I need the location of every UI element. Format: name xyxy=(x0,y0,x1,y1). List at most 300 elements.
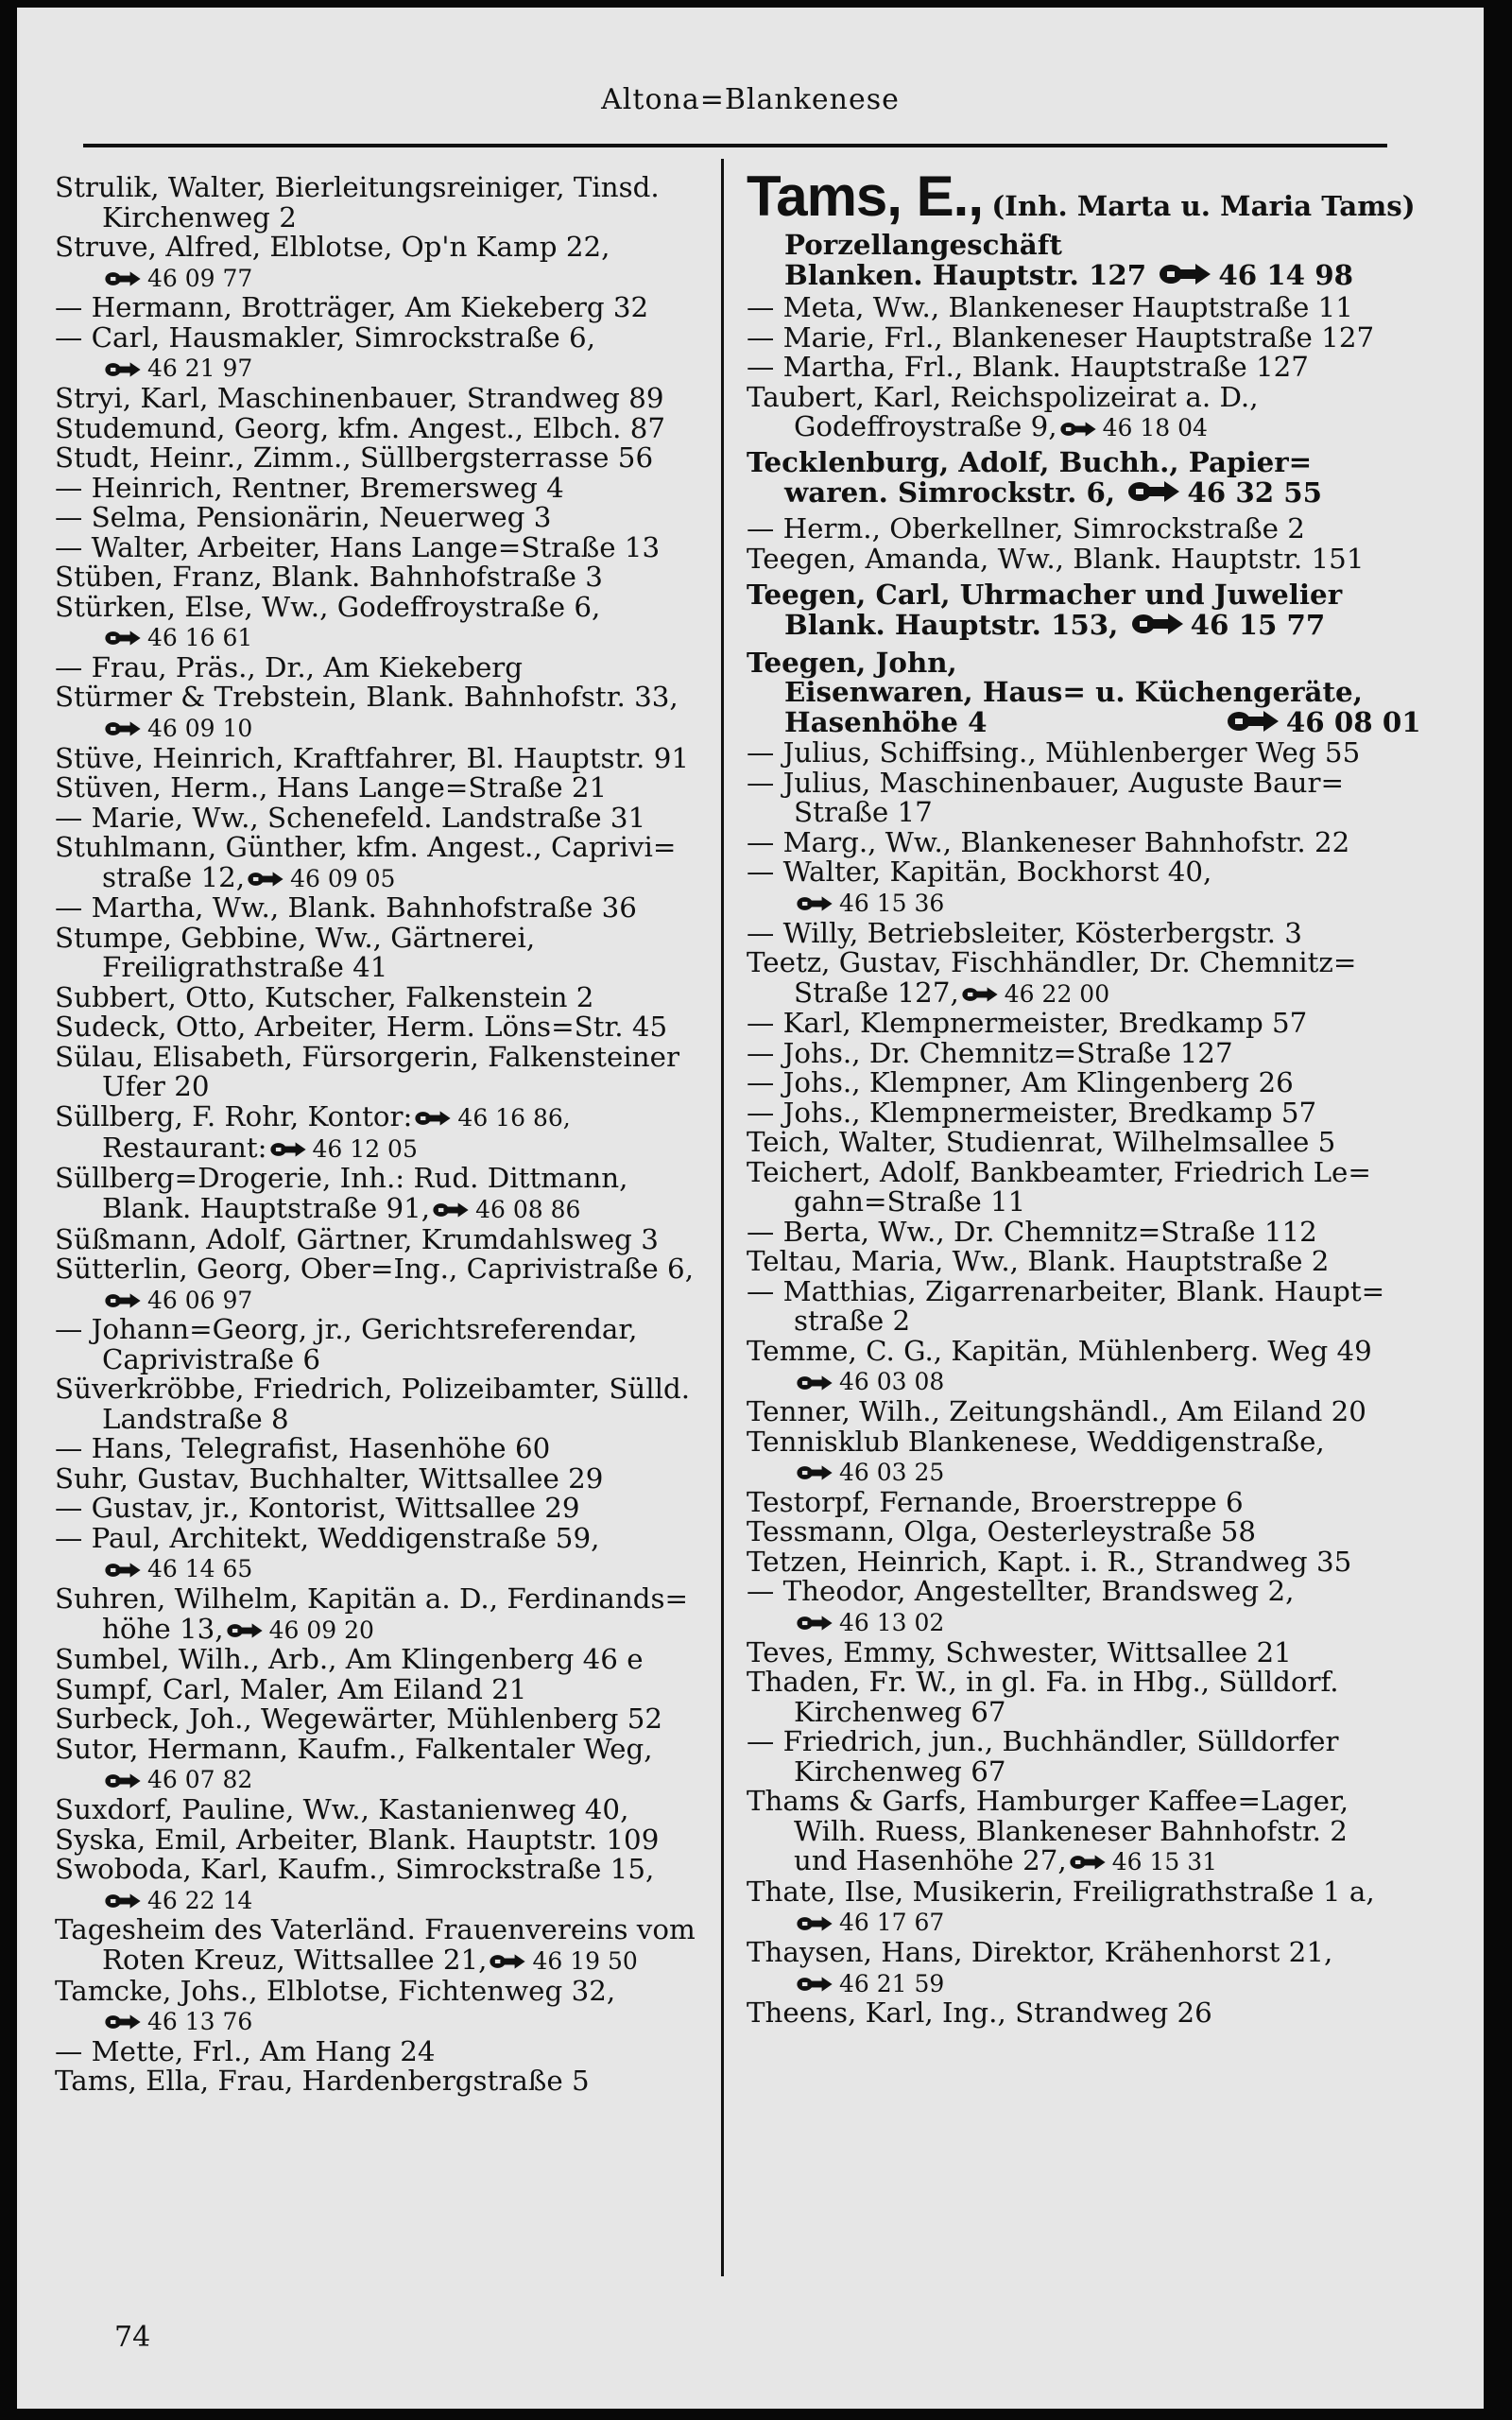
entry-text: höhe 13, xyxy=(102,1612,224,1645)
entry-text: — Julius, Schiffsing., Mühlenberger Weg 55 xyxy=(747,736,1361,769)
entry-text: — Marie, Frl., Blankeneser Hauptstraße 127 xyxy=(747,320,1375,354)
entry-name-line xyxy=(747,766,1446,799)
tams-owner: (Inh. Marta u. Maria Tams) xyxy=(991,189,1416,222)
directory-entry xyxy=(55,1521,716,1584)
entry-text: Freiligrathstraße 41 xyxy=(102,951,388,984)
phone-number: 46 17 67 xyxy=(839,1909,945,1937)
entry-text: Tetzen, Heinrich, Kapt. i. R., Strandweg 35 xyxy=(747,1545,1352,1578)
phone-number: 46 15 31 xyxy=(1111,1848,1218,1876)
entry-text: Studemund, Georg, kfm. Angest., Elbch. 87 xyxy=(55,411,666,444)
entry-text: Teichert, Adolf, Bankbeamter, Friedrich Le= xyxy=(747,1155,1371,1188)
entry-text: Thaden, Fr. W., in gl. Fa. in Hbg., Sülldorf. xyxy=(747,1666,1339,1698)
entry-text: — Johs., Klempner, Am Klingenberg 26 xyxy=(747,1066,1294,1099)
entry-text: Tenner, Wilh., Zeitungshändl., Am Eiland 20 xyxy=(747,1395,1366,1427)
telephone-icon xyxy=(104,1766,142,1796)
phone-line xyxy=(747,1366,1446,1397)
entry-name-line xyxy=(55,1732,716,1765)
entry-text: Tagesheim des Vaterländ. Frauenvereins vom xyxy=(55,1913,696,1946)
entry-text: Tessmann, Olga, Oesterleystraße 58 xyxy=(747,1515,1257,1548)
entry-text: Süverkröbbe, Friedrich, Polizeibamter, Sülld. xyxy=(55,1373,691,1406)
entry-text: Stüven, Herm., Hans Lange=Straße 21 xyxy=(55,771,608,804)
directory-entry xyxy=(747,1215,1446,1248)
directory-entry xyxy=(55,1974,716,2037)
directory-entry xyxy=(55,741,716,774)
entry-name-line xyxy=(747,916,1446,949)
directory-entry xyxy=(55,1825,716,1856)
entry-name-line xyxy=(55,893,716,924)
entry-text: — Walter, Kapitän, Bockhorst 40, xyxy=(747,856,1212,889)
directory-entry xyxy=(747,948,1446,1009)
entry-name-line xyxy=(747,1547,1446,1578)
entry-text: Sutor, Hermann, Kaufm., Falkentaler Weg, xyxy=(55,1732,653,1765)
entry-name-line xyxy=(55,1645,716,1675)
directory-entry xyxy=(747,1635,1446,1668)
directory-entry xyxy=(55,562,716,593)
entry-name-line xyxy=(55,562,716,593)
directory-entry xyxy=(55,921,716,984)
entry-text: Theens, Karl, Ing., Strandweg 26 xyxy=(747,1996,1212,2030)
entry-name-line xyxy=(55,1133,716,1165)
entry-name-line xyxy=(747,825,1446,858)
entry-text: Restaurant: xyxy=(102,1131,267,1164)
directory-entry xyxy=(55,1584,716,1645)
entry-name-line xyxy=(55,1434,716,1464)
entry-text: Swoboda, Karl, Kaufm., Simrockstraße 15, xyxy=(55,1853,655,1885)
telephone-icon xyxy=(226,1616,264,1646)
entry-text: Kirchenweg 67 xyxy=(794,1695,1006,1728)
telephone-icon xyxy=(961,979,999,1010)
entry-text: Stumpe, Gebbine, Ww., Gärtnerei, xyxy=(55,921,536,954)
telephone-icon xyxy=(104,623,142,653)
page-header: Altona=Blankenese xyxy=(601,83,900,116)
directory-entry xyxy=(747,1036,1446,1069)
entry-continuation-line xyxy=(747,1695,1446,1728)
entry-text: Suhr, Gustav, Buchhalter, Wittsallee 29 xyxy=(55,1461,604,1495)
telephone-icon xyxy=(104,1286,142,1316)
entry-text: Tamcke, Johs., Elblotse, Fichtenweg 32, xyxy=(55,1974,616,2007)
entry-name-line xyxy=(55,1704,716,1735)
entry-text: Teich, Walter, Studienrat, Wilhelmsallee 5 xyxy=(747,1126,1336,1159)
phone-number: 46 13 76 xyxy=(147,2008,253,2035)
entry-text: Syska, Emil, Arbeiter, Blank. Hauptstr. 109 xyxy=(55,1823,660,1856)
telephone-icon xyxy=(432,1195,470,1225)
entry-name-line xyxy=(55,1461,716,1495)
directory-entry xyxy=(55,1855,716,1915)
entry-text: — Theodor, Angestellter, Brandsweg 2, xyxy=(747,1575,1295,1608)
entry-text: Teltau, Maria, Ww., Blank. Hauptstraße 2 xyxy=(747,1245,1330,1278)
entry-text: — Meta, Ww., Blankeneser Hauptstraße 11 xyxy=(747,291,1353,324)
directory-entry xyxy=(55,1672,716,1705)
phone-number: 46 21 59 xyxy=(839,1969,945,1997)
telephone-icon xyxy=(1069,1847,1107,1877)
entry-text: Testorpf, Fernande, Broerstreppe 6 xyxy=(747,1485,1244,1518)
entry-text: Struve, Alfred, Elblotse, Op'n Kamp 22, xyxy=(55,231,610,263)
entry-text: Thams & Garfs, Hamburger Kaffee=Lager, xyxy=(747,1785,1349,1817)
entry-text: — Herm., Oberkellner, Simrockstraße 2 xyxy=(747,512,1305,545)
teegen-carl-line1: Teegen, Carl, Uhrmacher und Juwelier xyxy=(747,578,1343,612)
entry-name-line xyxy=(747,1787,1446,1817)
directory-entry xyxy=(747,766,1446,829)
phone-number: 46 03 25 xyxy=(839,1459,945,1486)
directory-entry xyxy=(747,738,1446,769)
phone-line xyxy=(55,1764,716,1795)
entry-text: — Johann=Georg, jr., Gerichtsreferendar, xyxy=(55,1313,638,1346)
telephone-icon xyxy=(489,1946,526,1977)
entry-continuation-line xyxy=(747,1754,1446,1788)
directory-entry xyxy=(747,1577,1446,1637)
entry-text: — Julius, Maschinenbauer, Auguste Baur= xyxy=(747,766,1345,799)
entry-text: Stüben, Franz, Blank. Bahnhofstraße 3 xyxy=(55,561,603,593)
phone-line xyxy=(55,622,716,653)
directory-entry xyxy=(55,173,716,233)
entry-name-line xyxy=(747,857,1446,888)
phone-number: 46 16 86, xyxy=(457,1103,571,1132)
entry-text: Straße 127, xyxy=(794,976,959,1009)
directory-entry xyxy=(55,773,716,804)
entry-name-line xyxy=(55,921,716,954)
entry-text: — Mette, Frl., Am Hang 24 xyxy=(55,2034,436,2067)
entry-text: Blank. Hauptstraße 91, xyxy=(102,1191,431,1224)
entry-name-line xyxy=(747,1427,1446,1458)
directory-entry xyxy=(55,683,716,743)
entry-continuation-line xyxy=(747,1306,1446,1337)
entry-name-line xyxy=(747,1247,1446,1277)
directory-entry xyxy=(55,1315,716,1374)
entry-text: — Gustav, jr., Kontorist, Wittsallee 29 xyxy=(55,1492,580,1525)
directory-entry xyxy=(55,1494,716,1524)
telephone-icon xyxy=(796,1458,833,1488)
telephone-icon xyxy=(1126,479,1181,510)
phone-number: 46 22 14 xyxy=(147,1886,253,1914)
entry-name-line xyxy=(55,773,716,804)
teegen-john-phone: 46 08 01 xyxy=(1285,704,1421,738)
phone-number: 46 15 36 xyxy=(839,889,945,917)
tams-name: Tams, E., xyxy=(747,164,983,228)
entry-text: — Hermann, Brotträger, Am Kiekeberg 32 xyxy=(55,291,649,324)
directory-entry xyxy=(55,1915,716,1976)
entry-name-line xyxy=(55,320,716,354)
directory-entry xyxy=(55,471,716,504)
entry-text: Wilh. Ruess, Blankeneser Bahnhofstr. 2 xyxy=(794,1814,1348,1847)
directory-entry xyxy=(747,1397,1446,1427)
entry-text: — Marie, Ww., Schenefeld. Landstraße 31 xyxy=(55,801,646,834)
entry-name-line xyxy=(747,1635,1446,1668)
directory-entry xyxy=(747,1485,1446,1518)
entry-text: Godeffroystraße 9, xyxy=(794,410,1057,443)
telephone-icon xyxy=(796,889,833,919)
telephone-icon xyxy=(796,1969,833,1999)
tams-entry xyxy=(747,164,1446,291)
phone-line xyxy=(55,2006,716,2037)
entry-text: Sütterlin, Georg, Ober=Ing., Caprivistraße 6, xyxy=(55,1253,695,1285)
directory-entry xyxy=(55,1461,716,1495)
entry-text: — Johs., Klempnermeister, Bredkamp 57 xyxy=(747,1096,1317,1129)
entry-text: — Martha, Ww., Blank. Bahnhofstraße 36 xyxy=(55,891,637,925)
phone-line xyxy=(55,713,716,744)
telephone-icon xyxy=(104,354,142,385)
entry-continuation-line xyxy=(747,1846,1446,1877)
directory-entry xyxy=(55,1164,716,1224)
entry-name-line xyxy=(55,503,716,533)
entry-name-line xyxy=(55,1222,716,1255)
entry-text: Studt, Heinr., Zimm., Süllbergsterrasse 56 xyxy=(55,441,654,474)
entry-text: Suhren, Wilhelm, Kapitän a. D., Ferdinands= xyxy=(55,1582,689,1615)
header-rule xyxy=(83,144,1387,147)
directory-entry xyxy=(747,1877,1446,1938)
entry-name-line xyxy=(747,1098,1446,1129)
entry-name-line xyxy=(55,741,716,774)
entry-continuation-line xyxy=(747,412,1446,443)
left-column xyxy=(55,173,716,2097)
entry-name-line xyxy=(747,1877,1446,1908)
entry-name-line xyxy=(55,1374,716,1405)
entry-name-line xyxy=(55,1494,716,1524)
teegen-john-line1: Teegen, John, xyxy=(747,645,957,679)
phone-number: 46 13 02 xyxy=(839,1608,945,1636)
entry-name-line xyxy=(747,1274,1446,1307)
directory-entry xyxy=(55,384,716,414)
entry-text: Strulik, Walter, Bierleitungsreiniger, Tinsd. xyxy=(55,171,660,203)
directory-entry xyxy=(55,590,716,653)
entry-text: und Hasenhöhe 27, xyxy=(794,1844,1067,1876)
entry-name-line xyxy=(747,320,1446,354)
directory-entry xyxy=(55,1012,716,1043)
directory-entry xyxy=(747,1334,1446,1397)
entry-name-line xyxy=(747,514,1446,544)
teegen-john-line3: Hasenhöhe 4 xyxy=(784,704,988,738)
teegen-john-line2: Eisenwaren, Haus= u. Küchengeräte, xyxy=(784,675,1363,708)
directory-entry xyxy=(55,2034,716,2067)
entry-text: Ufer 20 xyxy=(102,1070,210,1103)
entry-continuation-line xyxy=(55,1342,716,1375)
phone-line xyxy=(55,1553,716,1584)
entry-name-line xyxy=(55,1040,716,1073)
entry-name-line xyxy=(55,1315,716,1345)
entry-name-line xyxy=(747,1215,1446,1248)
tams-address: Blanken. Hauptstr. 127 xyxy=(784,257,1147,291)
teegen-john-entry xyxy=(747,645,1446,739)
entry-name-line xyxy=(55,1099,716,1133)
telephone-icon xyxy=(1226,709,1280,739)
entry-continuation-line xyxy=(55,860,716,894)
directory-entry xyxy=(747,916,1446,949)
entry-text: Thaysen, Hans, Direktor, Krähenhorst 21, xyxy=(747,1936,1333,1968)
entry-name-line xyxy=(747,738,1446,769)
page-number: 74 xyxy=(114,2321,151,2354)
directory-entry xyxy=(55,530,716,563)
tecklenburg-line2: waren. Simrockstr. 6, xyxy=(784,475,1116,509)
entry-text: — Martha, Frl., Blank. Hauptstraße 127 xyxy=(747,351,1309,384)
entry-name-line xyxy=(747,1577,1446,1607)
entry-continuation-line xyxy=(55,1072,716,1102)
phone-number: 46 09 77 xyxy=(147,264,253,292)
phone-line xyxy=(747,1457,1446,1488)
phone-line xyxy=(55,263,716,294)
entry-name-line xyxy=(747,293,1446,323)
phone-line xyxy=(747,1607,1446,1638)
entry-name-line xyxy=(55,411,716,444)
entry-name-line xyxy=(55,1825,716,1856)
entry-name-line xyxy=(747,948,1446,978)
entry-text: Roten Kreuz, Wittsallee 21, xyxy=(102,1943,488,1976)
entry-text: Sudeck, Otto, Arbeiter, Herm. Löns=Str. 45 xyxy=(55,1011,668,1044)
entry-name-line xyxy=(55,2034,716,2067)
phone-line xyxy=(55,1285,716,1316)
directory-entry xyxy=(55,893,716,924)
entry-text: — Selma, Pensionärin, Neuerweg 3 xyxy=(55,501,552,533)
directory-entry xyxy=(747,857,1446,918)
entry-continuation-line xyxy=(55,1945,716,1977)
entry-name-line xyxy=(55,650,716,683)
entries-group-a xyxy=(747,293,1446,443)
directory-entry xyxy=(747,544,1446,575)
directory-entry xyxy=(747,1274,1446,1338)
entry-name-line xyxy=(55,980,716,1013)
entry-text: Süßmann, Adolf, Gärtner, Krumdahlsweg 3 xyxy=(55,1222,659,1255)
entry-text: Taubert, Karl, Reichspolizeirat a. D., xyxy=(747,380,1259,413)
phone-number: 46 06 97 xyxy=(147,1286,253,1314)
directory-entry xyxy=(747,1668,1446,1727)
entry-name-line xyxy=(55,1254,716,1285)
telephone-icon xyxy=(796,1608,833,1638)
entry-name-line xyxy=(55,293,716,323)
directory-entry xyxy=(55,1704,716,1735)
entry-name-line xyxy=(55,233,716,263)
entry-continuation-line xyxy=(747,798,1446,828)
entries-group-b xyxy=(747,514,1446,574)
entry-name-line xyxy=(747,1397,1446,1427)
entry-name-line xyxy=(55,801,716,834)
entry-name-line xyxy=(55,1795,716,1825)
telephone-icon xyxy=(1158,262,1212,292)
entry-text: Süllberg=Drogerie, Inh.: Rud. Dittmann, xyxy=(55,1162,628,1195)
entry-text: — Carl, Hausmakler, Simrockstraße 6, xyxy=(55,320,596,354)
directory-entry xyxy=(747,1547,1446,1578)
directory-entry xyxy=(747,353,1446,383)
directory-entry xyxy=(55,1645,716,1675)
phone-number: 46 08 86 xyxy=(475,1195,581,1223)
entry-name-line xyxy=(55,590,716,623)
entry-continuation-line xyxy=(55,1191,716,1225)
entry-text: Sumpf, Carl, Maler, Am Eiland 21 xyxy=(55,1672,527,1705)
entry-text: Kirchenweg 67 xyxy=(794,1754,1006,1788)
directory-entry xyxy=(55,443,716,474)
entry-text: Caprivistraße 6 xyxy=(102,1342,321,1375)
right-column xyxy=(747,164,1446,2030)
entry-text: Süllberg, F. Rohr, Kontor: xyxy=(55,1099,413,1132)
entry-name-line xyxy=(747,1998,1446,2029)
directory-entry xyxy=(747,380,1446,443)
entry-name-line xyxy=(55,1012,716,1043)
entry-text: Tennisklub Blankenese, Weddigenstraße, xyxy=(747,1425,1325,1458)
directory-entry xyxy=(55,1099,716,1133)
entry-name-line xyxy=(55,1672,716,1705)
tecklenburg-entry xyxy=(747,447,1446,509)
directory-entry xyxy=(55,1732,716,1795)
entry-text: Surbeck, Joh., Wegewärter, Mühlenberg 52 xyxy=(55,1703,662,1736)
entry-name-line xyxy=(55,471,716,504)
phone-number: 46 21 97 xyxy=(147,354,253,383)
phone-number: 46 22 00 xyxy=(1004,979,1110,1008)
phone-number: 46 09 10 xyxy=(147,714,253,742)
directory-entry xyxy=(747,1427,1446,1488)
tams-business: Porzellangeschäft xyxy=(784,228,1062,261)
entry-continuation-line xyxy=(747,1814,1446,1847)
entries-group-c xyxy=(747,738,1446,2029)
entry-text: Teegen, Amanda, Ww., Blank. Hauptstr. 151 xyxy=(747,542,1365,575)
entry-continuation-line xyxy=(747,978,1446,1010)
directory-entry xyxy=(747,1155,1446,1219)
phone-number: 46 19 50 xyxy=(532,1946,638,1975)
directory-entry xyxy=(747,825,1446,858)
telephone-icon xyxy=(104,1886,142,1916)
entry-name-line xyxy=(747,1727,1446,1757)
entry-continuation-line xyxy=(55,1402,716,1435)
directory-entry xyxy=(747,1517,1446,1547)
entry-text: Teves, Emmy, Schwester, Wittsallee 21 xyxy=(747,1635,1292,1668)
directory-entry xyxy=(55,233,716,293)
directory-entry xyxy=(55,650,716,683)
entry-name-line xyxy=(55,2066,716,2097)
entry-text: Kirchenweg 2 xyxy=(102,200,297,233)
directory-entry xyxy=(747,514,1446,544)
directory-entry xyxy=(55,1133,716,1165)
entry-name-line xyxy=(55,443,716,474)
entry-name-line xyxy=(747,353,1446,383)
entry-name-line xyxy=(55,1521,716,1554)
directory-entry xyxy=(747,1998,1446,2029)
entry-continuation-line xyxy=(55,1612,716,1646)
directory-entry xyxy=(747,1128,1446,1158)
telephone-icon xyxy=(796,1368,833,1398)
phone-number: 46 16 61 xyxy=(147,624,253,651)
directory-entry xyxy=(55,1254,716,1315)
entry-text: — Berta, Ww., Dr. Chemnitz=Straße 112 xyxy=(747,1215,1317,1248)
directory-entry xyxy=(55,2066,716,2097)
telephone-icon xyxy=(269,1134,307,1165)
entry-text: — Marg., Ww., Blankeneser Bahnhofstr. 22 xyxy=(747,825,1350,858)
directory-entry xyxy=(747,1247,1446,1277)
directory-entry xyxy=(55,980,716,1013)
entry-text: — Willy, Betriebsleiter, Kösterbergstr. 3 xyxy=(747,916,1302,949)
entry-name-line xyxy=(747,1155,1446,1188)
phone-number: 46 12 05 xyxy=(312,1134,418,1163)
entry-name-line xyxy=(747,1668,1446,1698)
entry-continuation-line xyxy=(55,953,716,983)
telephone-icon xyxy=(104,2007,142,2037)
directory-entry xyxy=(747,1009,1446,1039)
entry-text: gahn=Straße 11 xyxy=(794,1185,1026,1219)
directory-entry xyxy=(55,833,716,893)
phone-number: 46 03 08 xyxy=(839,1368,945,1396)
phone-line xyxy=(747,1968,1446,1999)
phone-number: 46 09 20 xyxy=(268,1616,374,1644)
entry-continuation-line xyxy=(55,200,716,233)
entry-text: Sumbel, Wilh., Arb., Am Klingenberg 46 e xyxy=(55,1643,644,1676)
entry-name-line xyxy=(55,384,716,414)
phone-number: 46 07 82 xyxy=(147,1766,253,1794)
entry-text: Straße 17 xyxy=(794,796,933,829)
telephone-icon xyxy=(104,714,142,744)
entry-text: straße 2 xyxy=(794,1305,911,1338)
telephone-icon xyxy=(796,1909,833,1939)
entry-text: straße 12, xyxy=(102,860,246,893)
entry-name-line xyxy=(55,1855,716,1885)
directory-entry xyxy=(747,1098,1446,1129)
entry-name-line xyxy=(55,1584,716,1615)
entry-text: — Frau, Präs., Dr., Am Kiekeberg xyxy=(55,650,524,683)
entry-name-line xyxy=(747,1334,1446,1367)
